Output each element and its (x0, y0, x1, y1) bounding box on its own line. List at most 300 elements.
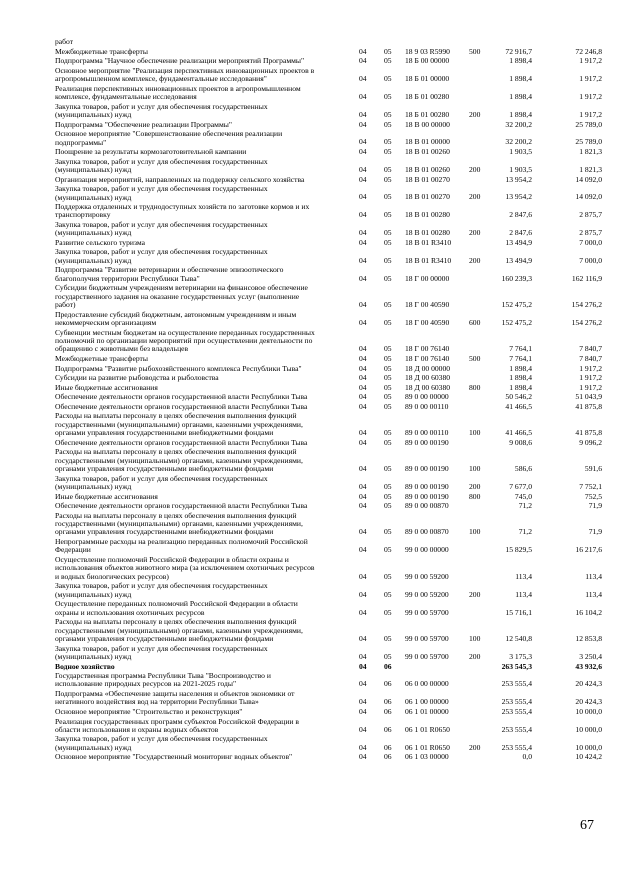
cs-cell: 18 В 01 00000 (405, 137, 450, 147)
row-name (55, 221, 353, 238)
row-name-line: Обеспечение деятельности органов государственной власти Республики Тыва (55, 502, 308, 511)
gz-cell: 04 (359, 109, 367, 119)
row-name (55, 329, 353, 354)
row-name-line: комплексе, фундаментальные исследования (55, 93, 197, 101)
gz-cell: 04 (359, 401, 367, 411)
amount-2025-cell: 72 246,8 (575, 46, 602, 56)
row-name (55, 266, 353, 283)
amount-2024-cell: 1 903,5 (509, 164, 532, 174)
pz-cell: 05 (384, 255, 392, 265)
amount-2025-cell: 3 250,4 (579, 651, 602, 661)
amount-2024-cell: 41 466,5 (505, 401, 532, 411)
row-name (55, 663, 353, 671)
row-name-line: Расходы на выплаты персоналу в целях обеспечения выполнения функций (55, 412, 297, 421)
vr-cell: 100 (469, 428, 481, 438)
gz-cell: 04 (359, 607, 367, 617)
gz-cell: 04 (359, 491, 367, 501)
amount-2024-cell: 113,4 (515, 589, 532, 599)
row-name (55, 618, 353, 643)
gz-cell: 04 (359, 697, 367, 707)
cs-cell: 18 В 01 00270 (405, 174, 450, 184)
amount-2024-cell: 15 829,5 (505, 545, 532, 555)
row-name-line: Развитие сельского туризма (55, 238, 145, 247)
amount-2024-cell: 1 898,4 (509, 109, 532, 119)
table-row (0, 355, 640, 363)
table-row (0, 121, 640, 129)
row-name-line: Закупка товаров, работ и услуг для обеспечения государственных (55, 102, 268, 111)
table-row (0, 718, 640, 735)
amount-2025-cell: 1 917,2 (579, 91, 602, 101)
amount-2025-cell: 20 424,3 (575, 697, 602, 707)
amount-2024-cell: 9 008,6 (509, 437, 532, 447)
amount-2024-cell: 7 677,0 (509, 481, 532, 491)
amount-2024-cell: 586,6 (514, 463, 532, 473)
table-row (0, 735, 640, 752)
row-name-line: Предоставление субсидий бюджетным, автономным учреждениям и иным (55, 310, 297, 319)
row-name (55, 239, 353, 247)
row-name-line: работ) (55, 301, 76, 310)
table-row (0, 221, 640, 238)
row-name (55, 57, 353, 65)
row-name-line: Закупка товаров, работ и услуг для обеспечения государственных (55, 474, 268, 483)
gz-cell: 04 (359, 661, 367, 671)
row-name (55, 735, 353, 752)
amount-2024-cell: 160 239,3 (501, 273, 532, 283)
amount-2025-cell: 113,4 (585, 589, 602, 599)
amount-2025-cell: 1 917,2 (579, 109, 602, 119)
table-row (0, 384, 640, 392)
amount-2025-cell: 41 875,8 (575, 401, 602, 411)
row-name-line: Расходы на выплаты персоналу в целях обеспечения выполнения функций (55, 511, 297, 520)
amount-2024-cell: 152 475,2 (501, 300, 532, 310)
pz-cell: 05 (384, 318, 392, 328)
pz-cell: 05 (384, 651, 392, 661)
amount-2024-cell: 13 494,9 (505, 255, 532, 265)
table-row (0, 582, 640, 599)
vr-cell: 800 (469, 382, 481, 392)
table-row (0, 248, 640, 265)
row-name-line: подпрограммы" (55, 138, 107, 147)
table-row (0, 493, 640, 501)
row-name (55, 708, 353, 716)
cs-cell: 18 Б 01 00000 (405, 73, 450, 83)
table-row (0, 38, 640, 46)
table-row (0, 556, 640, 581)
gz-cell: 04 (359, 706, 367, 716)
amount-2025-cell: 113,4 (585, 571, 602, 581)
row-name (55, 311, 353, 328)
amount-2025-cell: 9 096,2 (579, 437, 602, 447)
row-name-line: некоммерческим организациям (55, 319, 157, 328)
gz-cell: 04 (359, 527, 367, 537)
amount-2024-cell: 72 916,7 (505, 46, 532, 56)
row-name-line: Осуществление полномочий Российской Федерации в области охраны и (55, 555, 289, 564)
row-name-line: Расходы на выплаты персоналу в целях обеспечения выполнения функций (55, 618, 297, 627)
pz-cell: 05 (384, 373, 392, 383)
amount-2024-cell: 1 898,4 (509, 56, 532, 66)
row-name (55, 512, 353, 537)
amount-2025-cell: 1 917,2 (579, 382, 602, 392)
cs-cell: 06 1 01 R0650 (405, 742, 450, 752)
amount-2025-cell: 41 875,8 (575, 428, 602, 438)
row-name-line: (муниципальных) нужд (55, 743, 132, 752)
row-name (55, 121, 353, 129)
pz-cell: 05 (384, 633, 392, 643)
amount-2024-cell: 1 898,4 (509, 91, 532, 101)
amount-2024-cell: 253 555,4 (501, 679, 532, 689)
amount-2025-cell: 591,6 (584, 463, 602, 473)
table-row (0, 185, 640, 202)
cs-cell: 99 0 00 59700 (405, 633, 449, 643)
row-name-line: (муниципальных) нужд (55, 166, 132, 174)
amount-2024-cell: 50 546,2 (505, 392, 532, 402)
amount-2025-cell: 25 789,0 (575, 119, 602, 129)
row-name-line: Закупка товаров, работ и услуг для обеспечения государственных (55, 735, 268, 744)
table-row (0, 239, 640, 247)
page-number: 67 (580, 818, 594, 833)
amount-2024-cell: 3 175,3 (509, 651, 532, 661)
amount-2025-cell: 1 917,2 (579, 73, 602, 83)
row-name-line: государственными (муниципальными) органами, казенными учреждениями, (55, 520, 303, 528)
row-name (55, 176, 353, 184)
amount-2025-cell: 71,9 (588, 501, 602, 511)
amount-2024-cell: 1 898,4 (509, 373, 532, 383)
cs-cell: 89 0 00 00110 (405, 401, 449, 411)
table-row (0, 158, 640, 175)
pz-cell: 06 (384, 697, 392, 707)
cs-cell: 06 1 03 00000 (405, 752, 449, 762)
amount-2024-cell: 15 716,1 (505, 607, 532, 617)
table-row (0, 203, 640, 220)
vr-cell: 500 (469, 354, 481, 363)
amount-2024-cell: 32 200,2 (505, 137, 532, 147)
row-name (55, 158, 353, 175)
gz-cell: 04 (359, 354, 367, 363)
amount-2025-cell: 1 917,2 (579, 363, 602, 373)
pz-cell: 05 (384, 481, 392, 491)
row-name (55, 403, 353, 411)
row-name-line: обращению с животными без владельцев (55, 345, 189, 354)
amount-2025-cell: 16 217,6 (575, 545, 602, 555)
row-name (55, 412, 353, 437)
pz-cell: 05 (384, 428, 392, 438)
gz-cell: 04 (359, 228, 367, 238)
row-name-line: полномочий по организации мероприятий при осуществлении деятельности по (55, 337, 313, 345)
row-name (55, 493, 353, 501)
cs-cell: 18 В 01 00260 (405, 147, 450, 156)
row-name (55, 690, 353, 707)
cs-cell: 99 0 00 59200 (405, 571, 449, 581)
row-name (55, 67, 353, 84)
row-name-line: области использования и охраны водных объектов (55, 725, 219, 734)
row-name (55, 38, 353, 46)
amount-2025-cell: 12 853,8 (575, 633, 602, 643)
cs-cell: 18 Д 00 60380 (405, 382, 451, 392)
vr-cell: 500 (469, 46, 481, 56)
row-name-line: Межбюджетные трансферты (55, 355, 148, 363)
pz-cell: 05 (384, 392, 392, 402)
amount-2025-cell: 10 000,0 (575, 706, 602, 716)
row-name-line: Субсидии на развитие рыбоводства и рыболовства (55, 374, 219, 383)
row-name-line: (муниципальных) нужд (55, 590, 132, 599)
row-name (55, 365, 353, 373)
row-name-line: Федерации (55, 546, 91, 555)
pz-cell: 05 (384, 91, 392, 101)
amount-2025-cell: 14 092,0 (575, 192, 602, 202)
vr-cell: 200 (469, 109, 481, 119)
cs-cell: 18 Б 01 00280 (405, 91, 450, 101)
row-name (55, 393, 353, 401)
amount-2025-cell: 7 000,0 (579, 255, 602, 265)
table-row (0, 67, 640, 84)
cs-cell: 89 0 00 00190 (405, 437, 449, 447)
table-row (0, 753, 640, 761)
row-name (55, 130, 353, 147)
row-name (55, 718, 353, 735)
amount-2024-cell: 253 555,4 (501, 742, 532, 752)
row-name-line: использования объектов животного мира (за исключением охотничьих ресурсов (55, 564, 315, 573)
row-name (55, 148, 353, 156)
gz-cell: 04 (359, 318, 367, 328)
table-row (0, 130, 640, 147)
table-row (0, 618, 640, 643)
row-name (55, 284, 353, 309)
amount-2025-cell: 25 789,0 (575, 137, 602, 147)
pz-cell: 05 (384, 109, 392, 119)
row-name-line: Закупка товаров, работ и услуг для обеспечения государственных (55, 157, 268, 166)
cs-cell: 18 Г 00 76140 (405, 354, 450, 363)
pz-cell: 05 (384, 401, 392, 411)
row-name-line: Субсидии бюджетным учреждениям ветеринарии на финансовое обеспечение (55, 284, 308, 293)
row-name-line: транспортировку (55, 211, 111, 220)
cs-cell: 06 1 01 00000 (405, 706, 449, 716)
row-name-line: Осуществление переданных полномочий Российской Федерации в области (55, 600, 298, 609)
cs-cell: 89 0 00 00000 (405, 392, 449, 402)
gz-cell: 04 (359, 119, 367, 129)
row-name-line: охраны и использования охотничьих ресурсов (55, 608, 205, 617)
gz-cell: 04 (359, 752, 367, 762)
gz-cell: 04 (359, 589, 367, 599)
table-row (0, 374, 640, 382)
table-row (0, 329, 640, 354)
pz-cell: 05 (384, 501, 392, 511)
gz-cell: 04 (359, 344, 367, 354)
amount-2024-cell: 253 555,4 (501, 697, 532, 707)
amount-2024-cell: 13 954,2 (505, 174, 532, 184)
pz-cell: 06 (384, 679, 392, 689)
cs-cell: 18 Г 00 00000 (405, 273, 450, 283)
row-name-line: Обеспечение деятельности органов государственной власти Республики Тыва (55, 438, 308, 447)
amount-2024-cell: 71,2 (518, 527, 532, 537)
row-name-line: Основное мероприятие "Совершенствование обеспечения реализации (55, 130, 283, 139)
cs-cell: 06 1 00 00000 (405, 697, 449, 707)
cs-cell: 18 В 01 R3410 (405, 237, 452, 247)
cs-cell: 89 0 00 00190 (405, 463, 449, 473)
gz-cell: 04 (359, 437, 367, 447)
table-row (0, 475, 640, 492)
amount-2024-cell: 0,0 (522, 752, 532, 762)
amount-2024-cell: 7 764,1 (509, 354, 532, 363)
row-name (55, 374, 353, 382)
vr-cell: 200 (469, 228, 481, 238)
pz-cell: 05 (384, 344, 392, 354)
row-name (55, 753, 353, 761)
vr-cell: 800 (469, 491, 481, 501)
row-name (55, 538, 353, 555)
table-row (0, 708, 640, 716)
row-name-line: Межбюджетные трансферты (55, 47, 148, 56)
cs-cell: 89 0 00 00110 (405, 428, 449, 438)
vr-cell: 600 (469, 318, 481, 328)
pz-cell: 05 (384, 589, 392, 599)
gz-cell: 04 (359, 724, 367, 734)
row-name-line: Обеспечение деятельности органов государственной власти Республики Тыва (55, 402, 308, 411)
row-name (55, 502, 353, 510)
cs-cell: 18 В 01 00260 (405, 164, 450, 174)
row-name-line: государственными (муниципальными) органами, казенными учреждениями, (55, 456, 303, 465)
vr-cell: 200 (469, 164, 481, 174)
row-name-line: (муниципальных) нужд (55, 229, 132, 238)
pz-cell: 05 (384, 228, 392, 238)
cs-cell: 18 Г 00 76140 (405, 344, 450, 354)
row-name-line: Закупка товаров, работ и услуг для обеспечения государственных (55, 220, 268, 229)
amount-2024-cell: 2 847,6 (509, 228, 532, 238)
table-row (0, 365, 640, 373)
pz-cell: 05 (384, 46, 392, 56)
vr-cell: 200 (469, 255, 481, 265)
amount-2025-cell: 71,9 (588, 527, 602, 537)
row-name (55, 672, 353, 689)
amount-2024-cell: 1 898,4 (509, 73, 532, 83)
table-row (0, 502, 640, 510)
amount-2025-cell: 1 821,3 (579, 147, 602, 156)
amount-2025-cell: 154 276,2 (571, 318, 602, 328)
row-name-line: Обеспечение деятельности органов государственной власти Республики Тыва (55, 393, 308, 402)
gz-cell: 04 (359, 571, 367, 581)
amount-2024-cell: 13 954,2 (505, 192, 532, 202)
gz-cell: 04 (359, 633, 367, 643)
vr-cell: 100 (469, 463, 481, 473)
row-name (55, 203, 353, 220)
cs-cell: 18 В 01 00280 (405, 228, 450, 238)
row-name (55, 185, 353, 202)
amount-2024-cell: 1 903,5 (509, 147, 532, 156)
amount-2025-cell: 10 424,2 (575, 752, 602, 762)
row-name-line: Основное мероприятие "Реализация перспективных инновационных проектов в (55, 66, 315, 75)
pz-cell: 05 (384, 382, 392, 392)
gz-cell: 04 (359, 545, 367, 555)
cs-cell: 18 9 03 R5990 (405, 46, 450, 56)
pz-cell: 05 (384, 607, 392, 617)
amount-2025-cell: 1 917,2 (579, 373, 602, 383)
gz-cell: 04 (359, 392, 367, 402)
gz-cell: 04 (359, 56, 367, 66)
gz-cell: 04 (359, 237, 367, 247)
row-name-line: негативного воздействия вод на территории Республики Тыва» (55, 698, 259, 707)
table-row (0, 393, 640, 401)
row-name-line: Основное мероприятие "Строительство и реконструкция" (55, 707, 243, 716)
pz-cell: 06 (384, 752, 392, 762)
vr-cell: 200 (469, 651, 481, 661)
row-name-line: Подпрограмма «Обеспечение защиты населения и объектов экономики от (55, 690, 295, 698)
gz-cell: 04 (359, 651, 367, 661)
vr-cell: 100 (469, 633, 481, 643)
table-row (0, 645, 640, 662)
table-row (0, 663, 640, 671)
gz-cell: 04 (359, 463, 367, 473)
amount-2024-cell: 7 764,1 (509, 344, 532, 354)
cs-cell: 18 Б 00 00000 (405, 56, 450, 66)
vr-cell: 200 (469, 589, 481, 599)
row-name-line: Реализация перспективных инновационных проектов в агропромышленном (55, 84, 301, 93)
row-name-line: органами управления государственными внебюджетными фондами (55, 635, 274, 643)
cs-cell: 18 Д 00 00000 (405, 363, 451, 373)
table-row (0, 690, 640, 707)
row-name-line: Реализация государственных программ субъектов Российской Федерации в (55, 717, 299, 726)
table-row (0, 403, 640, 411)
row-name-line: (муниципальных) нужд (55, 193, 132, 202)
pz-cell: 05 (384, 571, 392, 581)
pz-cell: 05 (384, 164, 392, 174)
gz-cell: 04 (359, 46, 367, 56)
cs-cell: 18 В 01 00280 (405, 210, 450, 220)
pz-cell: 06 (384, 661, 392, 671)
cs-cell: 06 0 00 00000 (405, 679, 449, 689)
table-row (0, 600, 640, 617)
gz-cell: 04 (359, 164, 367, 174)
row-name-line: Субвенции местным бюджетам на осуществление переданных государственных (55, 328, 315, 337)
amount-2025-cell: 14 092,0 (575, 174, 602, 184)
row-name-line: (муниципальных) нужд (55, 110, 132, 119)
amount-2024-cell: 1 898,4 (509, 363, 532, 373)
gz-cell: 04 (359, 373, 367, 383)
amount-2025-cell: 7 840,7 (579, 344, 602, 354)
table-row (0, 439, 640, 447)
amount-2024-cell: 12 540,8 (505, 633, 532, 643)
cs-cell: 99 0 00 00000 (405, 545, 449, 555)
row-name-line: работ (55, 38, 74, 46)
row-name (55, 355, 353, 363)
amount-2024-cell: 13 494,9 (505, 237, 532, 247)
gz-cell: 04 (359, 273, 367, 283)
pz-cell: 05 (384, 354, 392, 363)
amount-2025-cell: 2 875,7 (579, 228, 602, 238)
row-name (55, 448, 353, 473)
pz-cell: 06 (384, 724, 392, 734)
pz-cell: 05 (384, 192, 392, 202)
row-name (55, 103, 353, 120)
cs-cell: 18 В 01 R3410 (405, 255, 452, 265)
amount-2025-cell: 2 875,7 (579, 210, 602, 220)
row-name-line: Водное хозяйство (55, 662, 115, 671)
amount-2024-cell: 152 475,2 (501, 318, 532, 328)
gz-cell: 04 (359, 501, 367, 511)
pz-cell: 06 (384, 706, 392, 716)
amount-2025-cell: 1 917,2 (579, 56, 602, 66)
row-name-line: органами управления государственными внебюджетными фондами (55, 528, 274, 537)
table-row (0, 448, 640, 473)
row-name-line: органами управления государственными внебюджетными фондами (55, 465, 274, 473)
amount-2025-cell: 7 840,7 (579, 354, 602, 363)
gz-cell: 04 (359, 210, 367, 220)
table-row (0, 538, 640, 555)
gz-cell: 04 (359, 679, 367, 689)
amount-2025-cell: 1 821,3 (579, 164, 602, 174)
row-name-line: государственными (муниципальными) органами, казенными учреждениями, (55, 420, 303, 429)
row-name (55, 556, 353, 581)
cs-cell: 18 Б 01 00280 (405, 109, 450, 119)
row-name-line: Расходы на выплаты персоналу в целях обеспечения выполнения функций (55, 448, 297, 457)
